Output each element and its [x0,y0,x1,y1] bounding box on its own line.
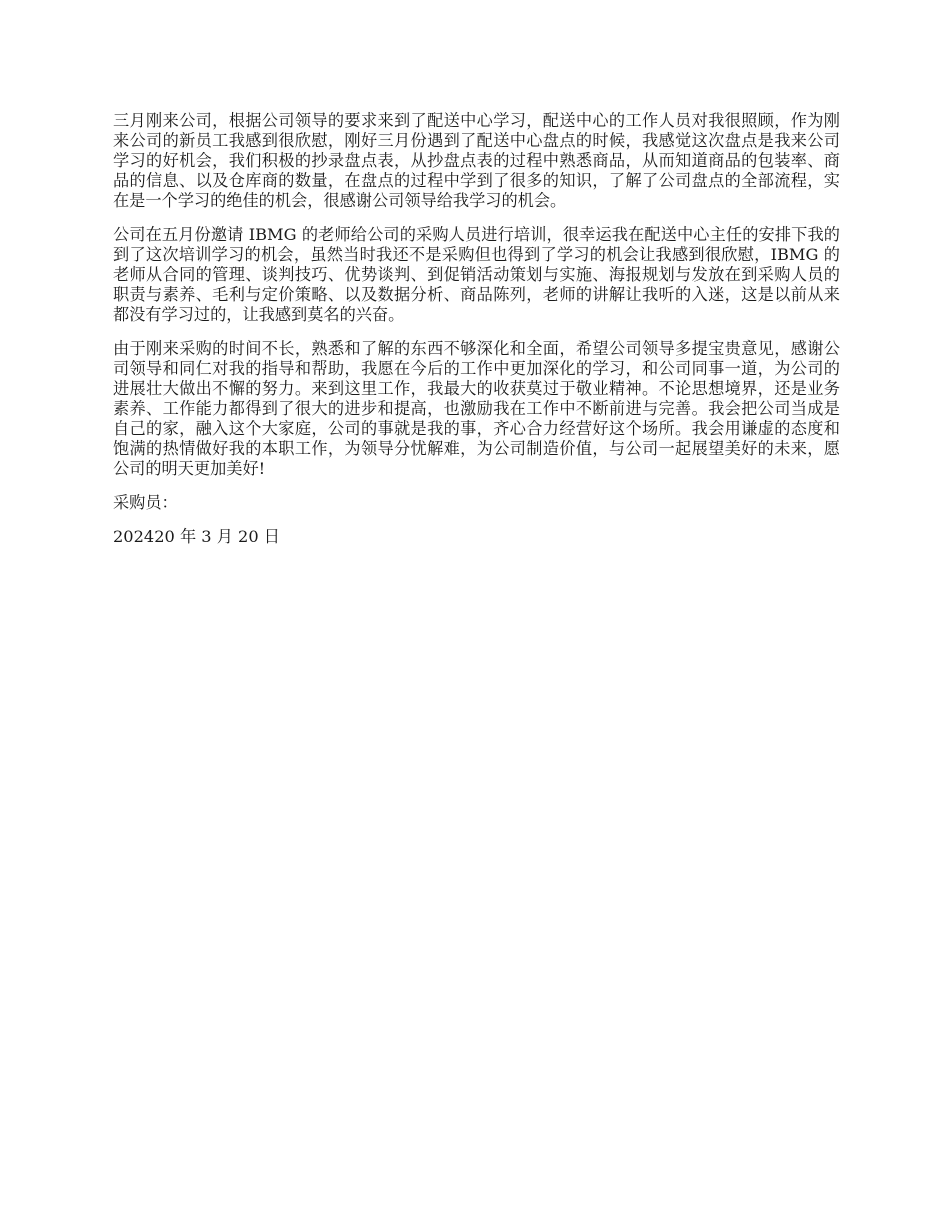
document-date: 202420 年 3 月 20 日 [113,527,280,546]
document-page [113,111,840,561]
signature-label: 采购员： [113,493,178,512]
paragraph-3: 由于刚来采购的时间不长，熟悉和了解的东西不够深化和全面，希望公司领导多提宝贵意见，感谢公司领导和同仁对我的指导和帮助，我愿在今后的工作中更加深化的学习，和公司同事一道，为公司的进展壮大做出不懈的努力。来到这里工作，我最大的收获莫过于敬业精神。不论思想境界，还是业务素养、工作能力都得到了很大的进步和提高，也激励我在工作中不断前进与完善。我会把公司当成是自己的家，融入这个大家庭，公司的事就是我的事，齐心合力经营好这个场所。我会用谦虚的态度和饱满的热情做好我的本职工作，为领导分忧解难，为公司制造价值，与公司一起展望美好的未来，愿公司的明天更加美好! [113,339,840,478]
paragraph-1: 三月刚来公司，根据公司领导的要求来到了配送中心学习，配送中心的工作人员对我很照顾，作为刚来公司的新员工我感到很欣慰，刚好三月份遇到了配送中心盘点的时候，我感觉这次盘点是我来公司学习的好机会，我们积极的抄录盘点表，从抄盘点表的过程中熟悉商品，从而知道商品的包装率、商品的信息、以及仓库商的数量，在盘点的过程中学到了很多的知识，了解了公司盘点的全部流程，实在是一个学习的绝佳的机会，很感谢公司领导给我学习的机会。 [113,111,840,210]
paragraph-2: 公司在五月份邀请 IBMG 的老师给公司的采购人员进行培训，很幸运我在配送中心主任的安排下我的到了这次培训学习的机会，虽然当时我还不是采购但也得到了学习的机会让我感到很欣慰，IBMG 的老师从合同的管理、谈判技巧、优势谈判、到促销活动策划与实施、海报规划与发放在到采购人员的职责与素养、毛利与定价策略、以及数据分析、商品陈列，老师的讲解让我听的入迷，这是以前从来都没有学习过的，让我感到莫名的兴奋。 [113,225,840,324]
